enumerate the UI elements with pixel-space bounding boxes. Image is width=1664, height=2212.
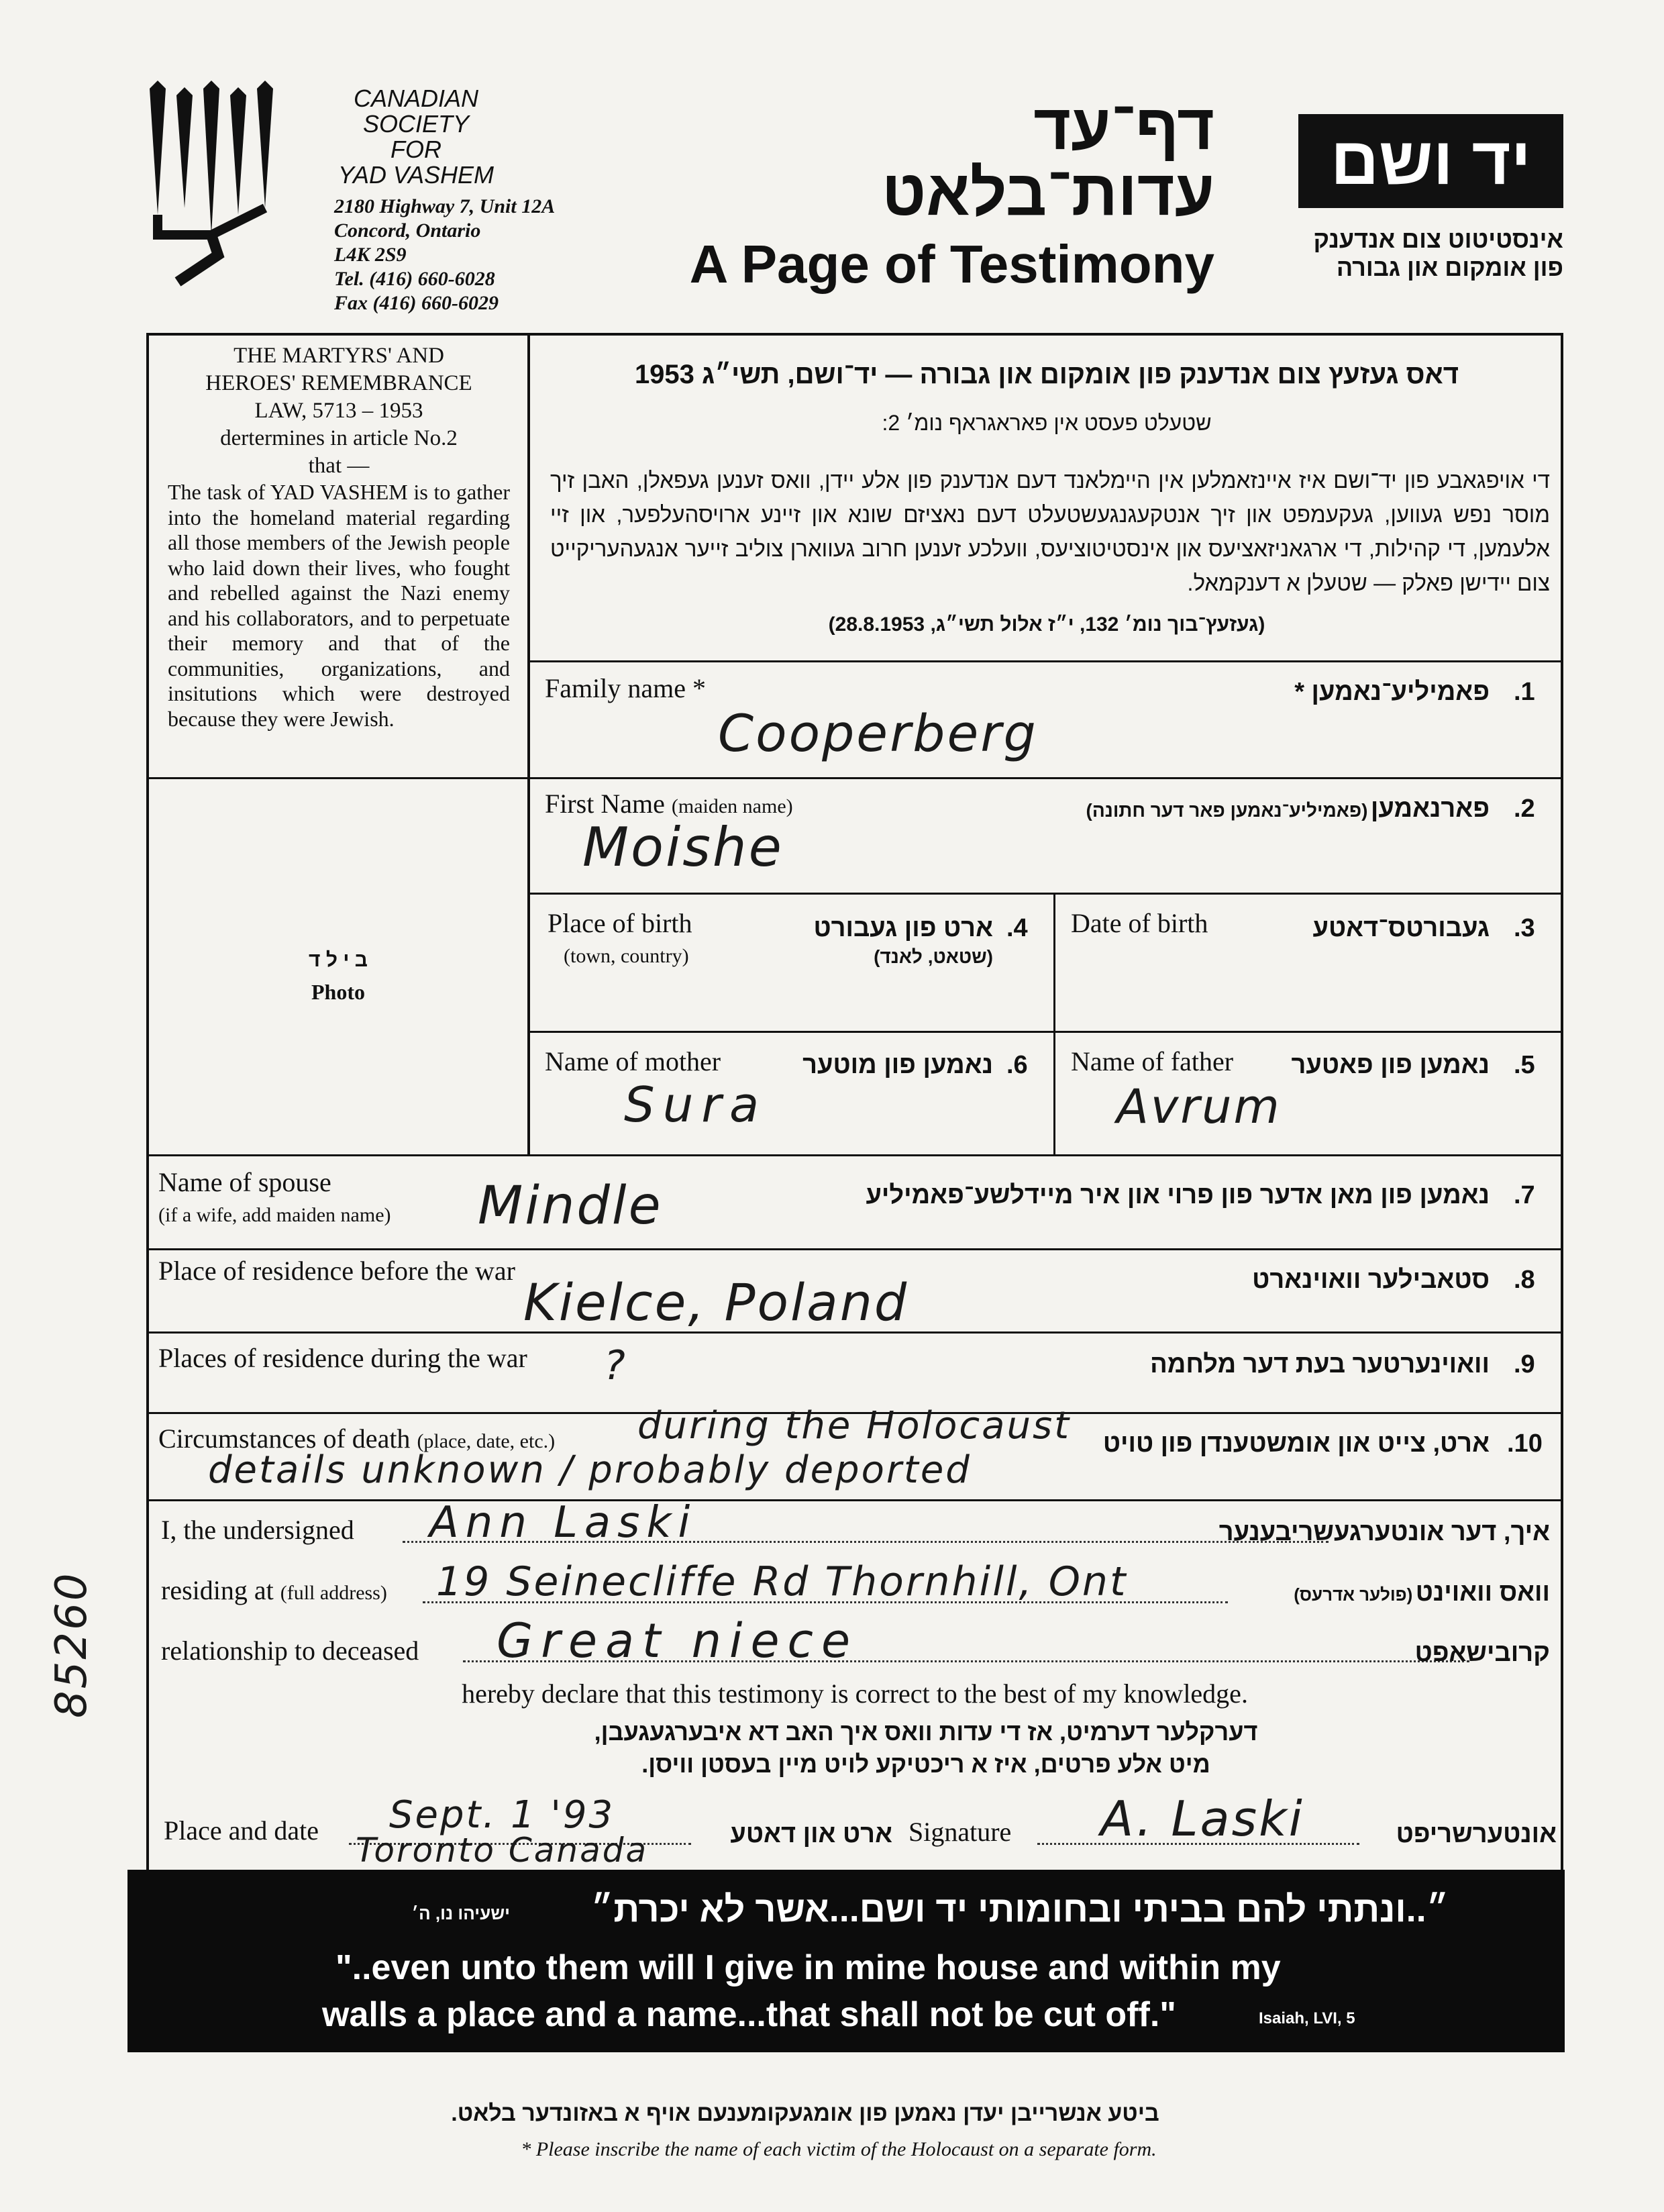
address-value[interactable]: 19 Seinecliffe Rd Thornhill, Ont [436, 1558, 1128, 1605]
residence-before-label-yiddish: סטאבילער וואוינארט [1252, 1266, 1490, 1294]
relationship-label-yiddish: קרובישאפט [1414, 1639, 1550, 1667]
place-date-value-2[interactable]: Toronto Canada [356, 1831, 649, 1870]
relationship-value[interactable]: Great niece [497, 1613, 859, 1668]
field-number-9: .9 [1514, 1350, 1535, 1378]
first-name-label: First Name (maiden name) [545, 789, 793, 819]
signature-label: Signature [908, 1817, 1012, 1847]
row-line-spouse [146, 1154, 1563, 1156]
birthplace-label: Place of birth [548, 908, 692, 938]
law-yiddish-title: דאס געזעץ צום אנדענק פון אומקום און גבורה — יד־ושם, תשי״ג 1953 [634, 360, 1459, 389]
field-number-10: .10 [1507, 1429, 1543, 1458]
family-name-label-yiddish: פאמיליע־נאמען * [1294, 678, 1490, 706]
logo-subtitle-2: פון אומקום און גבורה [1336, 254, 1563, 281]
field-number-1: .1 [1514, 678, 1535, 706]
footer-note-yiddish: ביטע אנשרייבן יעדן נאמען פון אומגעקומענעם אויף א באזונדער בלאט. [451, 2101, 1159, 2126]
field-number-2: .2 [1514, 795, 1535, 823]
row-line-birth [527, 893, 1563, 895]
row-line-first [527, 777, 1563, 779]
frame-right [1561, 333, 1563, 1870]
first-name-value[interactable]: Moishe [582, 816, 784, 878]
father-name-label-yiddish: נאמען פון פאטער [1291, 1051, 1490, 1079]
yiddish-title-2: עדות־בלאט [882, 157, 1214, 229]
declaration-text: hereby declare that this testimony is correct to the best of my knowledge. [462, 1678, 1248, 1709]
society-name: CANADIAN SOCIETY FOR YAD VASHEM [337, 85, 495, 189]
field-number-3: .3 [1514, 914, 1535, 942]
place-date-label: Place and date [164, 1815, 319, 1846]
undersigned-label: I, the undersigned [161, 1515, 354, 1545]
field-number-6: .6 [1006, 1051, 1028, 1079]
photo-label: Photo [311, 980, 365, 1004]
isaiah-quote-hebrew: ״..ונתתי להם בביתי ובחומותי יד ושם...אשר לא יכרת״ [590, 1889, 1449, 1929]
birthplace-label-yiddish: ארט פון געבורט [813, 914, 993, 942]
society-address: 2180 Highway 7, Unit 12A Concord, Ontario L4K 2S9 Tel. (416) 660-6028 Fax (416) 660-6029 [334, 195, 556, 314]
undersigned-value[interactable]: Ann Laski [429, 1498, 697, 1548]
footer-note: * Please inscribe the name of each victim of the Holocaust on a separate form. [521, 2138, 1157, 2160]
residence-during-value[interactable]: ? [604, 1342, 627, 1389]
birthdate-label-yiddish: געבורטס־דאטע [1312, 914, 1490, 942]
first-name-label-yiddish: פארנאמען (פאמיליע־נאמען פאר דער חתונה) [1086, 795, 1490, 823]
family-name-label: Family name * [545, 673, 706, 703]
logo-subtitle-1: אינסטיטוט צום אנדענק [1313, 225, 1563, 253]
isaiah-quote-line-2: walls a place and a name...that shall not be cut off." [322, 1995, 1176, 2034]
menorah-icon [138, 81, 299, 289]
signature-label-yiddish: אונטערשריפט [1396, 1820, 1557, 1848]
row-line-declarant [146, 1499, 1563, 1501]
frame-top [146, 333, 1563, 336]
birthdate-label: Date of birth [1071, 908, 1208, 938]
declaration-yiddish-2: מיט אלע פרטים, איז א ריכטיקע לויט מיין בעסטן וויסן. [641, 1750, 1210, 1778]
row-line-residence [146, 1248, 1563, 1250]
spouse-name-label-sub: (if a wife, add maiden name) [158, 1204, 391, 1226]
spouse-name-value[interactable]: Mindle [478, 1176, 663, 1236]
law-yiddish-subtitle: שטעלט פעסט אין פאראגראף נומ׳ 2: [882, 411, 1212, 435]
isaiah-reference: Isaiah, LVI, 5 [1259, 2009, 1355, 2027]
birth-col-divider [1053, 893, 1055, 1156]
spouse-name-label-yiddish: נאמען פון מאן אדער פון פרוי און איר מיידלשע־פאמיליע [866, 1181, 1490, 1209]
place-date-value-1[interactable]: Sept. 1 '93 [389, 1793, 615, 1837]
residence-during-label: Places of residence during the war [158, 1343, 527, 1373]
residence-during-label-yiddish: וואוינערטער בעת דער מלחמה [1150, 1350, 1490, 1378]
death-circumstances-value-1[interactable]: during the Holocaust [637, 1404, 1072, 1448]
father-name-label: Name of father [1071, 1046, 1234, 1076]
residence-before-label: Place of residence before the war [158, 1256, 515, 1286]
row-line-family [527, 660, 1563, 662]
law-yiddish-reference: (געזעץ־בוך נומ׳ 132, י״ז אלול תשי״ג, 28.8.1953) [828, 613, 1265, 636]
yad-vashem-logo: יד ושם [1298, 114, 1563, 208]
isaiah-banner [127, 1870, 1565, 2052]
page-title: A Page of Testimony [689, 234, 1214, 294]
death-circumstances-label-yiddish: ארט, צייט און אומשטענדן פון טויט [1102, 1429, 1490, 1458]
signature-value[interactable]: A. Laski [1100, 1791, 1304, 1847]
family-name-value[interactable]: Cooperberg [718, 703, 1038, 763]
declaration-yiddish-1: דערקלער דערמיט, אז די עדות וואס איך האב דא איבערגעגעבן, [594, 1718, 1258, 1746]
death-circumstances-value-2[interactable]: details unknown / probably deported [208, 1448, 972, 1492]
law-box-bottom [146, 777, 530, 779]
isaiah-quote-line-1: "..even unto them will I give in mine house and within my [335, 1948, 1281, 1987]
birthplace-label-sub: (town, country) [564, 945, 689, 967]
birthplace-label-yiddish-sub: (שטאט, לאנד) [874, 946, 993, 967]
yiddish-title-1: דף־עד [1033, 91, 1214, 163]
father-name-value[interactable]: Avrum [1116, 1079, 1282, 1134]
undersigned-label-yiddish: איך, דער אונטערגעשריבענער [1218, 1518, 1550, 1546]
residence-before-value[interactable]: Kielce, Poland [523, 1272, 909, 1332]
menorah-logo [138, 81, 299, 289]
side-reference-number: 85260 [47, 1571, 97, 1718]
mother-name-label-yiddish: נאמען פון מוטער [802, 1051, 993, 1079]
law-text-english: THE MARTYRS' AND HEROES' REMEMBRANCE LAW, 5713 – 1953 dertermines in article No.2 that — The task of YAD VASHEM is to gather into the homeland material regarding all those members of the Jewish people who laid down their lives, who fought and rebelled against the Nazi enemy and his collaborators, and to perpetuate their memory and that of the communities, organizations, and insitutions which were destroyed because they were Jewish. [168, 344, 510, 731]
spouse-name-label: Name of spouse [158, 1167, 331, 1197]
isaiah-reference-hebrew: ישעיהו נו, ה׳ [411, 1903, 510, 1923]
law-yiddish-body: די אויפגאבע פון יד־ושם איז איינזאמלען אין היימלאנד דעם אנדענק פון אלע יידן, וואס זענען געפאלן, האבן זיך מוסר נפש געווען, געקעמפט און זיך אנטקעגנגעשטעלט דעם נאציזם שונא און זיינע ארויסהעלפער, און זיי אלעמען, די קהילות, די ארגאניזאציעס און אינסטיטוציעס, וועלכע זענען חרוב געווארן צוליב זייער אנגעהעריקייט צום יידישן פאלק — שטעלן א דענקמאל. [550, 468, 1550, 595]
address-label: residing at (full address) [161, 1575, 387, 1605]
field-number-4: .4 [1006, 914, 1028, 942]
place-date-label-yiddish: ארט און דאטע [730, 1820, 892, 1848]
field-number-8: .8 [1514, 1266, 1535, 1294]
field-number-7: .7 [1514, 1181, 1535, 1209]
field-number-5: .5 [1514, 1051, 1535, 1079]
photo-label-yiddish: ב י ל ד [309, 949, 368, 971]
frame-left [146, 333, 149, 1870]
mother-name-label: Name of mother [545, 1046, 721, 1076]
mother-name-value[interactable]: Sura [624, 1076, 768, 1133]
address-label-yiddish: וואס וואוינט (פולער אדרעס) [1294, 1578, 1550, 1607]
relationship-label: relationship to deceased [161, 1636, 419, 1666]
row-line-parents [527, 1031, 1563, 1033]
death-circumstances-label: Circumstances of death (place, date, etc.) [158, 1423, 556, 1454]
